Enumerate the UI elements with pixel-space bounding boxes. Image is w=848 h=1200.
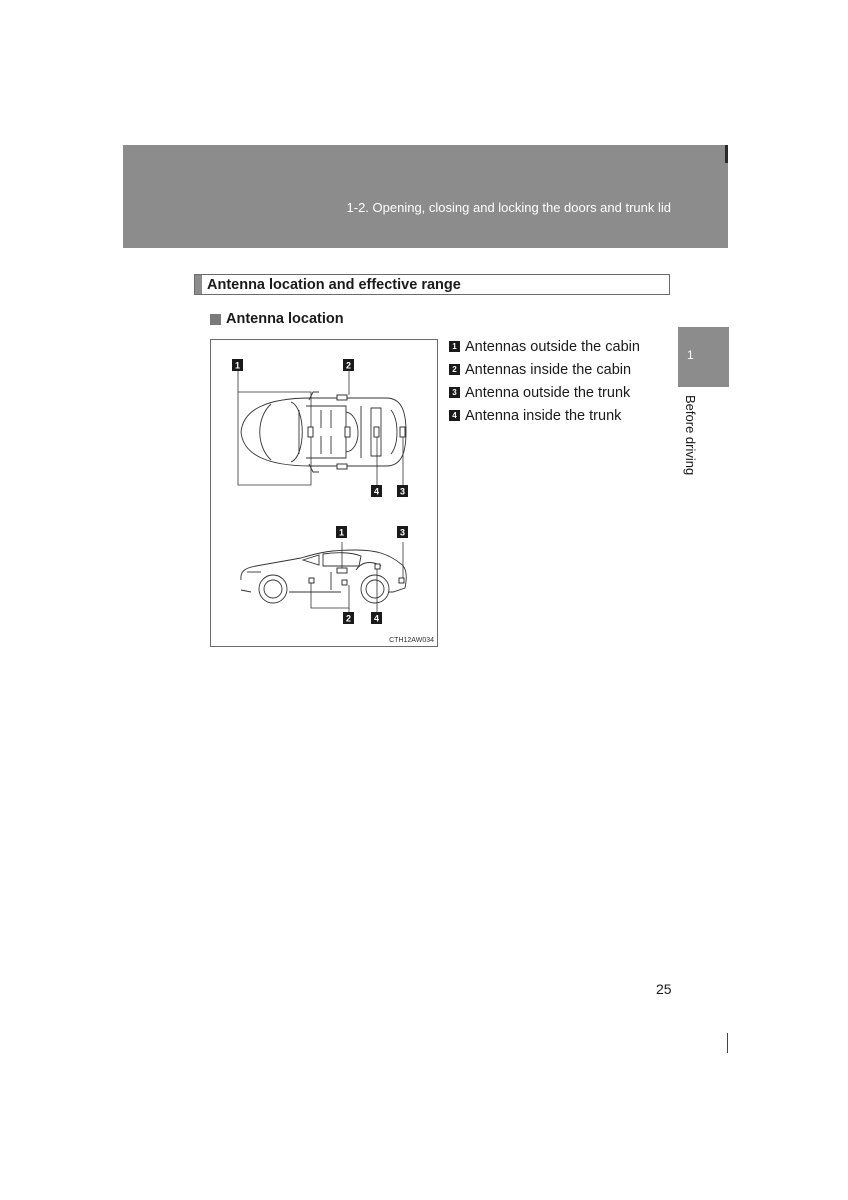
header-band	[123, 145, 728, 248]
badge-top-4-label: 4	[373, 486, 380, 497]
header-tick	[725, 145, 728, 163]
legend-item	[449, 404, 640, 427]
badge-side-4-label: 4	[373, 613, 380, 624]
top-view-car	[241, 392, 406, 472]
section-title: Antenna location and effective range	[207, 277, 461, 293]
subsection-heading	[210, 311, 344, 327]
badge-side-1-label: 1	[338, 527, 345, 538]
legend-text: Antenna inside the trunk	[465, 407, 622, 424]
legend-number-badge: 2	[449, 364, 460, 375]
legend-text: Antennas inside the cabin	[465, 361, 632, 378]
chapter-tab	[678, 327, 729, 387]
badge-side-3-label: 3	[399, 527, 406, 538]
badge-top-2-label: 2	[345, 360, 352, 371]
section-accent	[195, 275, 202, 294]
square-bullet-icon	[210, 314, 221, 325]
antenna-legend	[449, 335, 640, 427]
header-title: 1-2. Opening, closing and locking the doors and trunk lid	[346, 200, 671, 215]
legend-number-badge: 4	[449, 410, 460, 421]
legend-text: Antenna outside the trunk	[465, 384, 631, 401]
chapter-label: Before driving	[683, 395, 698, 476]
subsection-title: Antenna location	[226, 311, 344, 327]
antenna-figure	[210, 339, 438, 647]
side-view-car	[241, 550, 406, 603]
legend-number-badge: 3	[449, 387, 460, 398]
legend-item	[449, 381, 640, 404]
figure-code: CTH12AW034	[389, 637, 434, 644]
badge-side-2-label: 2	[345, 613, 352, 624]
badge-top-3-label: 3	[399, 486, 406, 497]
legend-text: Antennas outside the cabin	[465, 338, 640, 355]
legend-item	[449, 335, 640, 358]
antenna-diagram	[211, 340, 439, 648]
section-title-bar	[194, 274, 670, 295]
footer-mark	[727, 1033, 728, 1053]
badge-top-1-label: 1	[234, 360, 241, 371]
legend-number-badge: 1	[449, 341, 460, 352]
chapter-number: 1	[687, 348, 694, 362]
page-number: 25	[656, 981, 672, 997]
legend-item	[449, 358, 640, 381]
